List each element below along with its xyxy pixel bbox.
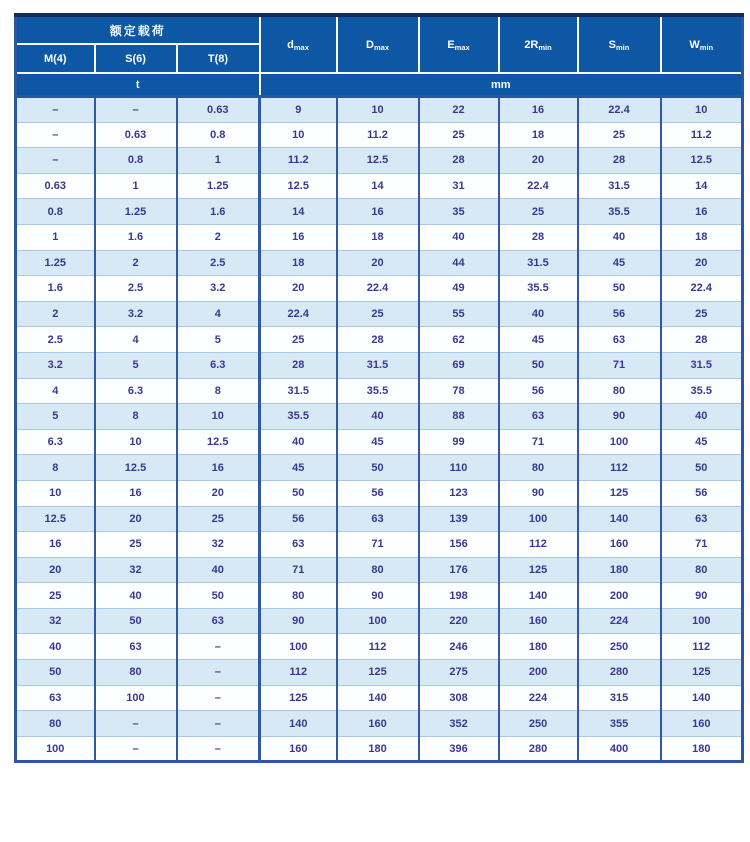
table-cell: 99 [419, 429, 499, 455]
table-cell: 4 [16, 378, 95, 404]
col-header-label: W [689, 38, 700, 51]
table-cell: 80 [95, 660, 177, 686]
table-cell: 180 [578, 557, 661, 583]
table-cell: 28 [578, 148, 661, 174]
table-cell: 176 [419, 557, 499, 583]
table-row [16, 199, 743, 225]
table-cell: 18 [661, 224, 743, 250]
table-cell: 18 [499, 122, 578, 148]
table-cell: 25 [578, 122, 661, 148]
table-cell: 220 [419, 608, 499, 634]
table-cell: 280 [499, 736, 578, 762]
table-cell: 56 [578, 301, 661, 327]
table-cell: 12.5 [177, 429, 260, 455]
table-cell: 10 [95, 429, 177, 455]
table-cell: 140 [661, 685, 743, 711]
table-cell: 112 [499, 532, 578, 558]
table-cell: 12.5 [95, 455, 177, 481]
table-cell: 0.63 [16, 173, 95, 199]
table-cell: 45 [661, 429, 743, 455]
table-cell: 40 [661, 404, 743, 430]
col-header-subscript: max [454, 42, 470, 52]
table-cell: 100 [499, 506, 578, 532]
table-cell: 20 [260, 276, 337, 302]
table-cell: 22 [419, 97, 499, 123]
table-cell: 63 [177, 608, 260, 634]
table-cell: – [16, 122, 95, 148]
table-row [16, 173, 743, 199]
table-cell: 11.2 [337, 122, 419, 148]
table-cell: 28 [337, 327, 419, 353]
table-cell: 1.6 [16, 276, 95, 302]
table-cell: 0.63 [177, 97, 260, 123]
table-cell: 100 [661, 608, 743, 634]
table-cell: 0.8 [95, 148, 177, 174]
table-cell: 140 [578, 506, 661, 532]
table-cell: – [177, 660, 260, 686]
table-cell: 2.5 [16, 327, 95, 353]
table-cell: 16 [337, 199, 419, 225]
page [14, 13, 744, 763]
table-row [16, 480, 743, 506]
table-cell: 180 [661, 736, 743, 762]
col-header-label: D [366, 38, 374, 51]
table-cell: 28 [499, 224, 578, 250]
col-header-Dmax [337, 15, 419, 73]
table-cell: 1.25 [177, 173, 260, 199]
col-header-label: E [447, 38, 455, 51]
col-header-Smin [578, 15, 661, 73]
table-cell: 8 [95, 404, 177, 430]
table-cell: – [177, 711, 260, 737]
table-row [16, 455, 743, 481]
table-cell: 25 [16, 583, 95, 609]
table-cell: 90 [337, 583, 419, 609]
table-cell: 56 [260, 506, 337, 532]
table-cell: 125 [260, 685, 337, 711]
table-cell: 12.5 [260, 173, 337, 199]
table-cell: 180 [337, 736, 419, 762]
table-cell: 56 [337, 480, 419, 506]
table-cell: 16 [16, 532, 95, 558]
table-cell: 100 [16, 736, 95, 762]
col-header-s6: S(6) [95, 44, 177, 73]
table-row [16, 122, 743, 148]
table-cell: 50 [177, 583, 260, 609]
table-cell: 10 [260, 122, 337, 148]
table-cell: 140 [260, 711, 337, 737]
table-cell: 28 [419, 148, 499, 174]
table-cell: 69 [419, 352, 499, 378]
table-cell: 20 [16, 557, 95, 583]
table-cell: 112 [661, 634, 743, 660]
table-cell: 112 [337, 634, 419, 660]
table-cell: 90 [578, 404, 661, 430]
table-cell: 71 [499, 429, 578, 455]
table-cell: 6.3 [177, 352, 260, 378]
table-cell: 40 [177, 557, 260, 583]
table-cell: 32 [16, 608, 95, 634]
table-row [16, 378, 743, 404]
table-cell: 50 [95, 608, 177, 634]
table-cell: 12.5 [337, 148, 419, 174]
table-cell: 25 [337, 301, 419, 327]
table-cell: 275 [419, 660, 499, 686]
table-row [16, 583, 743, 609]
table-cell: 16 [177, 455, 260, 481]
table-cell: 396 [419, 736, 499, 762]
table-cell: 49 [419, 276, 499, 302]
table-cell: 63 [337, 506, 419, 532]
table-cell: 25 [260, 327, 337, 353]
table-cell: 50 [661, 455, 743, 481]
table-cell: 80 [260, 583, 337, 609]
table-cell: 50 [578, 276, 661, 302]
table-cell: 31.5 [499, 250, 578, 276]
table-cell: 63 [95, 634, 177, 660]
table-cell: 20 [95, 506, 177, 532]
table-cell: 31.5 [578, 173, 661, 199]
table-row [16, 634, 743, 660]
table-cell: 156 [419, 532, 499, 558]
table-cell: 280 [578, 660, 661, 686]
table-cell: 40 [578, 224, 661, 250]
table-cell: 80 [16, 711, 95, 737]
table-cell: 35.5 [499, 276, 578, 302]
table-header [16, 15, 743, 97]
table-cell: 63 [578, 327, 661, 353]
col-header-2Rmin [499, 15, 578, 73]
table-cell: 80 [337, 557, 419, 583]
table-cell: 315 [578, 685, 661, 711]
table-cell: 352 [419, 711, 499, 737]
table-row [16, 352, 743, 378]
table-row [16, 660, 743, 686]
table-cell: 12.5 [661, 148, 743, 174]
table-cell: 1.6 [95, 224, 177, 250]
col-header-label: 2R [524, 38, 539, 51]
table-cell: 8 [177, 378, 260, 404]
table-cell: 16 [95, 480, 177, 506]
table-cell: 160 [499, 608, 578, 634]
table-cell: 31.5 [260, 378, 337, 404]
table-cell: 224 [578, 608, 661, 634]
col-header-label: S [608, 38, 617, 51]
table-cell: 160 [260, 736, 337, 762]
table-cell: 198 [419, 583, 499, 609]
table-cell: – [177, 634, 260, 660]
table-cell: 63 [661, 506, 743, 532]
table-cell: 31 [419, 173, 499, 199]
table-cell: 1 [16, 224, 95, 250]
table-cell: 139 [419, 506, 499, 532]
table-cell: 25 [499, 199, 578, 225]
table-cell: 5 [177, 327, 260, 353]
table-cell: 90 [499, 480, 578, 506]
table-cell: 90 [260, 608, 337, 634]
table-cell: 110 [419, 455, 499, 481]
table-row [16, 506, 743, 532]
table-row [16, 608, 743, 634]
col-header-Wmin [661, 15, 743, 73]
table-cell: 14 [337, 173, 419, 199]
table-cell: 80 [661, 557, 743, 583]
table-cell: 308 [419, 685, 499, 711]
table-cell: 140 [337, 685, 419, 711]
table-cell: 200 [578, 583, 661, 609]
table-cell: 0.63 [95, 122, 177, 148]
table-cell: 35.5 [337, 378, 419, 404]
table-cell: 125 [661, 660, 743, 686]
table-cell: 2 [177, 224, 260, 250]
table-cell: 4 [95, 327, 177, 353]
table-cell: 1 [95, 173, 177, 199]
table-cell: 45 [337, 429, 419, 455]
table-cell: 3.2 [177, 276, 260, 302]
table-cell: 160 [578, 532, 661, 558]
table-cell: 1.6 [177, 199, 260, 225]
unit-header-mm: mm [260, 73, 743, 97]
table-cell: 31.5 [337, 352, 419, 378]
table-cell: 250 [578, 634, 661, 660]
table-cell: 63 [16, 685, 95, 711]
table-cell: 20 [661, 250, 743, 276]
table-cell: 25 [95, 532, 177, 558]
table-cell: 50 [337, 455, 419, 481]
table-cell: – [95, 97, 177, 123]
table-cell: 63 [260, 532, 337, 558]
table-cell: 5 [16, 404, 95, 430]
table-cell: 6.3 [16, 429, 95, 455]
table-row [16, 429, 743, 455]
table-row [16, 97, 743, 123]
table-cell: 50 [260, 480, 337, 506]
table-cell: 100 [337, 608, 419, 634]
table-cell: 100 [260, 634, 337, 660]
table-cell: 1 [177, 148, 260, 174]
table-cell: 22.4 [578, 97, 661, 123]
table-cell: 2 [95, 250, 177, 276]
table-cell: 16 [260, 224, 337, 250]
table-cell: 14 [661, 173, 743, 199]
table-cell: 90 [661, 583, 743, 609]
col-header-dmax [260, 15, 337, 73]
table-cell: 9 [260, 97, 337, 123]
table-cell: 45 [499, 327, 578, 353]
table-cell: 123 [419, 480, 499, 506]
table-cell: 0.8 [16, 199, 95, 225]
table-cell: 0.8 [177, 122, 260, 148]
table-cell: 63 [499, 404, 578, 430]
table-cell: 14 [260, 199, 337, 225]
table-cell: 31.5 [661, 352, 743, 378]
spec-table [14, 13, 744, 763]
table-row [16, 301, 743, 327]
table-cell: 50 [499, 352, 578, 378]
col-header-subscript: min [616, 42, 630, 52]
col-header-t8: T(8) [177, 44, 260, 73]
table-cell: 400 [578, 736, 661, 762]
col-header-label: d [287, 38, 294, 51]
table-cell: 20 [499, 148, 578, 174]
table-cell: 3.2 [95, 301, 177, 327]
table-cell: 5 [95, 352, 177, 378]
table-cell: 3.2 [16, 352, 95, 378]
table-cell: 62 [419, 327, 499, 353]
table-cell: 16 [499, 97, 578, 123]
table-cell: 71 [578, 352, 661, 378]
table-cell: 10 [177, 404, 260, 430]
table-cell: 80 [499, 455, 578, 481]
table-cell: 10 [337, 97, 419, 123]
table-cell: 16 [661, 199, 743, 225]
table-cell: 11.2 [661, 122, 743, 148]
table-cell: 250 [499, 711, 578, 737]
table-cell: 78 [419, 378, 499, 404]
table-cell: 112 [578, 455, 661, 481]
table-cell: 25 [177, 506, 260, 532]
table-cell: 11.2 [260, 148, 337, 174]
table-cell: 20 [337, 250, 419, 276]
table-cell: 35.5 [578, 199, 661, 225]
table-cell: 55 [419, 301, 499, 327]
unit-header-tonnes: t [16, 73, 260, 97]
col-header-Emax [419, 15, 499, 73]
table-body [16, 97, 743, 762]
table-cell: 160 [337, 711, 419, 737]
table-cell: 40 [499, 301, 578, 327]
table-cell: 125 [499, 557, 578, 583]
table-cell: 45 [578, 250, 661, 276]
table-row [16, 327, 743, 353]
table-cell: 8 [16, 455, 95, 481]
table-row [16, 148, 743, 174]
table-cell: 112 [260, 660, 337, 686]
table-cell: 18 [260, 250, 337, 276]
table-cell: 125 [337, 660, 419, 686]
table-cell: 18 [337, 224, 419, 250]
table-cell: 28 [661, 327, 743, 353]
table-cell: 160 [661, 711, 743, 737]
table-cell: 246 [419, 634, 499, 660]
table-cell: 25 [661, 301, 743, 327]
table-cell: 40 [260, 429, 337, 455]
table-cell: 100 [578, 429, 661, 455]
table-cell: 35 [419, 199, 499, 225]
col-header-subscript: max [293, 42, 309, 52]
table-cell: 125 [578, 480, 661, 506]
table-cell: 2.5 [177, 250, 260, 276]
table-cell: 10 [661, 97, 743, 123]
table-cell: 56 [661, 480, 743, 506]
table-cell: 2.5 [95, 276, 177, 302]
table-cell: – [95, 711, 177, 737]
table-cell: 22.4 [661, 276, 743, 302]
table-cell: 88 [419, 404, 499, 430]
table-cell: 80 [578, 378, 661, 404]
table-row [16, 685, 743, 711]
table-cell: 224 [499, 685, 578, 711]
table-cell: 4 [177, 301, 260, 327]
table-cell: 71 [661, 532, 743, 558]
table-cell: 1.25 [16, 250, 95, 276]
col-header-subscript: max [373, 42, 389, 52]
rated-load-group-header: 额定载荷 [16, 15, 260, 44]
table-cell: 12.5 [16, 506, 95, 532]
table-cell: 22.4 [337, 276, 419, 302]
table-cell: 71 [260, 557, 337, 583]
table-row [16, 224, 743, 250]
table-row [16, 557, 743, 583]
table-row [16, 404, 743, 430]
table-row [16, 250, 743, 276]
table-cell: 40 [419, 224, 499, 250]
table-row [16, 276, 743, 302]
table-cell: 28 [260, 352, 337, 378]
table-cell: 200 [499, 660, 578, 686]
col-header-subscript: min [699, 42, 714, 52]
table-cell: – [16, 148, 95, 174]
col-header-subscript: min [538, 42, 552, 52]
table-cell: 40 [337, 404, 419, 430]
table-cell: 45 [260, 455, 337, 481]
table-cell: 56 [499, 378, 578, 404]
table-cell: 10 [16, 480, 95, 506]
table-cell: 32 [95, 557, 177, 583]
table-row [16, 711, 743, 737]
table-cell: 22.4 [260, 301, 337, 327]
col-header-m4: M(4) [16, 44, 95, 73]
table-cell: 40 [16, 634, 95, 660]
table-row [16, 736, 743, 762]
table-cell: 50 [16, 660, 95, 686]
table-cell: 40 [95, 583, 177, 609]
table-cell: 180 [499, 634, 578, 660]
table-cell: – [16, 97, 95, 123]
table-cell: 35.5 [260, 404, 337, 430]
table-cell: 1.25 [95, 199, 177, 225]
table-cell: 25 [419, 122, 499, 148]
table-cell: 355 [578, 711, 661, 737]
table-cell: 32 [177, 532, 260, 558]
table-cell: – [177, 736, 260, 762]
table-cell: 35.5 [661, 378, 743, 404]
table-cell: – [177, 685, 260, 711]
table-cell: 2 [16, 301, 95, 327]
table-cell: 6.3 [95, 378, 177, 404]
table-cell: 20 [177, 480, 260, 506]
table-cell: – [95, 736, 177, 762]
table-row [16, 532, 743, 558]
table-cell: 22.4 [499, 173, 578, 199]
table-cell: 44 [419, 250, 499, 276]
table-cell: 71 [337, 532, 419, 558]
table-cell: 140 [499, 583, 578, 609]
table-cell: 100 [95, 685, 177, 711]
